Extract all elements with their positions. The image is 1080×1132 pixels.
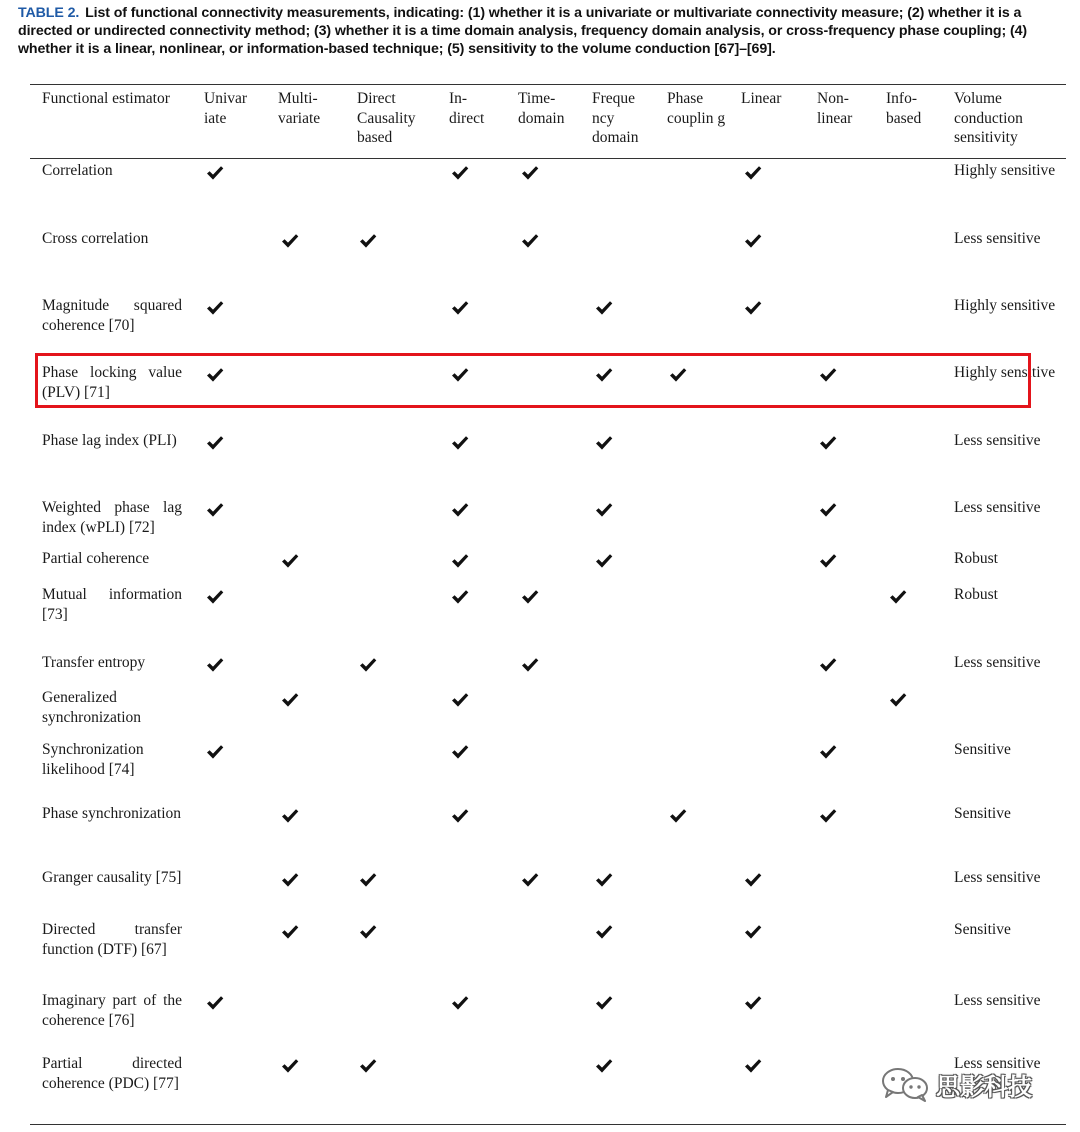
- estimator-name: Weighted phase lag index (wPLI) [72]: [42, 499, 182, 536]
- caption-text: List of functional connectivity measurements, indicating: (1) whether it is a univariate or multivariate connectivity measure; (2) whether it is a directed or undirected connectivity method; (3) whether it is a time domain analysis, frequency domain analysis, or cross-frequency phase coupling; (4) whether it is a linear, nonlinear, or information-based technique; (5) sensitivity to the volume conduction [67]–[69].: [18, 5, 1028, 57]
- check-icon: [669, 808, 687, 824]
- check-icon: [744, 872, 762, 888]
- check-icon: [451, 589, 469, 605]
- estimator-name: Magnitude squared coherence [70]: [42, 297, 182, 334]
- check-icon: [281, 1058, 299, 1074]
- check-icon: [889, 589, 907, 605]
- check-icon: [819, 744, 837, 760]
- column-header-linear: Linear: [741, 90, 782, 107]
- check-icon: [744, 1058, 762, 1074]
- check-icon: [281, 553, 299, 569]
- bottom-rule: [30, 1124, 1066, 1125]
- column-header-estimator: Functional estimator: [42, 90, 170, 107]
- check-icon: [206, 657, 224, 673]
- estimator-name: Phase locking value (PLV) [71]: [42, 364, 182, 401]
- check-icon: [451, 553, 469, 569]
- check-icon: [521, 165, 539, 181]
- estimator-name: Correlation: [42, 162, 113, 179]
- column-header-time: Time- domain: [518, 90, 565, 127]
- header-rule: [30, 158, 1066, 159]
- sensitivity-value: Sensitive: [954, 741, 1011, 758]
- sensitivity-value: Less sensitive: [954, 992, 1041, 1009]
- sensitivity-value: Highly sensitive: [954, 364, 1056, 381]
- estimator-name: Synchronization likelihood [74]: [42, 741, 144, 778]
- sensitivity-value: Less sensitive: [954, 654, 1041, 671]
- top-rule: [30, 84, 1066, 85]
- check-icon: [281, 924, 299, 940]
- estimator-name: Generalized synchronization: [42, 689, 142, 726]
- check-icon: [206, 300, 224, 316]
- check-icon: [521, 589, 539, 605]
- column-header-indirect: In- direct: [449, 90, 485, 127]
- check-icon: [595, 924, 613, 940]
- check-icon: [281, 233, 299, 249]
- check-icon: [451, 692, 469, 708]
- sensitivity-value: Sensitive: [954, 805, 1011, 822]
- check-icon: [595, 995, 613, 1011]
- check-icon: [819, 435, 837, 451]
- check-icon: [451, 995, 469, 1011]
- estimator-name: Mutual information [73]: [42, 586, 182, 623]
- sensitivity-value: Less sensitive: [954, 230, 1041, 247]
- sensitivity-value: Robust: [954, 550, 998, 567]
- check-icon: [206, 995, 224, 1011]
- sensitivity-value: Highly sensitive: [954, 297, 1056, 314]
- check-icon: [595, 502, 613, 518]
- estimator-name: Phase lag index (PLI): [42, 432, 177, 449]
- watermark: [878, 1064, 1058, 1104]
- highlight-box: [35, 353, 1031, 408]
- check-icon: [744, 165, 762, 181]
- check-icon: [451, 744, 469, 760]
- check-icon: [521, 872, 539, 888]
- check-icon: [744, 300, 762, 316]
- sensitivity-value: Less sensitive: [954, 869, 1041, 886]
- sensitivity-value: Less sensitive: [954, 499, 1041, 516]
- estimator-name: Directed transfer function (DTF) [67]: [42, 921, 182, 958]
- check-icon: [595, 1058, 613, 1074]
- table-caption: [18, 4, 1074, 58]
- check-icon: [206, 435, 224, 451]
- estimator-name: Phase synchronization: [42, 805, 182, 822]
- check-icon: [359, 1058, 377, 1074]
- check-icon: [744, 233, 762, 249]
- check-icon: [595, 553, 613, 569]
- estimator-name: Granger causality [75]: [42, 869, 182, 886]
- check-icon: [819, 553, 837, 569]
- check-icon: [281, 872, 299, 888]
- sensitivity-value: Sensitive: [954, 921, 1011, 938]
- check-icon: [206, 502, 224, 518]
- check-icon: [451, 300, 469, 316]
- check-icon: [281, 808, 299, 824]
- check-icon: [206, 589, 224, 605]
- check-icon: [359, 924, 377, 940]
- check-icon: [521, 657, 539, 673]
- check-icon: [451, 165, 469, 181]
- estimator-name: Cross correlation: [42, 230, 149, 247]
- check-icon: [595, 872, 613, 888]
- estimator-name: Partial coherence: [42, 550, 150, 567]
- table-label: TABLE 2.: [18, 5, 80, 21]
- sensitivity-value: Less sensitive: [954, 1055, 1041, 1072]
- check-icon: [819, 808, 837, 824]
- column-header-sensitivity: Volume conduction sensitivity: [954, 90, 1023, 146]
- check-icon: [206, 744, 224, 760]
- check-icon: [744, 924, 762, 940]
- column-header-multivariate: Multi- variate: [278, 90, 321, 127]
- column-header-nonlinear: Non- linear: [817, 90, 853, 127]
- check-icon: [206, 165, 224, 181]
- check-icon: [281, 692, 299, 708]
- sensitivity-value: Robust: [954, 586, 998, 603]
- check-icon: [889, 692, 907, 708]
- check-icon: [744, 995, 762, 1011]
- check-icon: [359, 233, 377, 249]
- watermark-text: 思影科技: [936, 1073, 1032, 1101]
- column-header-frequency: Freque ncy domain: [592, 90, 639, 146]
- check-icon: [451, 435, 469, 451]
- check-icon: [359, 657, 377, 673]
- check-icon: [595, 300, 613, 316]
- sensitivity-value: Less sensitive: [954, 432, 1041, 449]
- estimator-name: Imaginary part of the coherence [76]: [42, 992, 182, 1029]
- check-icon: [451, 502, 469, 518]
- column-header-phase: Phase couplin g: [667, 90, 726, 127]
- check-icon: [819, 502, 837, 518]
- wechat-icon: [878, 1066, 934, 1102]
- check-icon: [451, 808, 469, 824]
- check-icon: [819, 657, 837, 673]
- check-icon: [521, 233, 539, 249]
- check-icon: [359, 872, 377, 888]
- column-header-direct: Direct Causality based: [357, 90, 416, 146]
- sensitivity-value: Highly sensitive: [954, 162, 1056, 179]
- column-header-info: Info- based: [886, 90, 922, 127]
- check-icon: [595, 435, 613, 451]
- estimator-name: Transfer entropy: [42, 654, 146, 671]
- estimator-name: Partial directed coherence (PDC) [77]: [42, 1055, 182, 1092]
- column-header-univariate: Univar iate: [204, 90, 248, 127]
